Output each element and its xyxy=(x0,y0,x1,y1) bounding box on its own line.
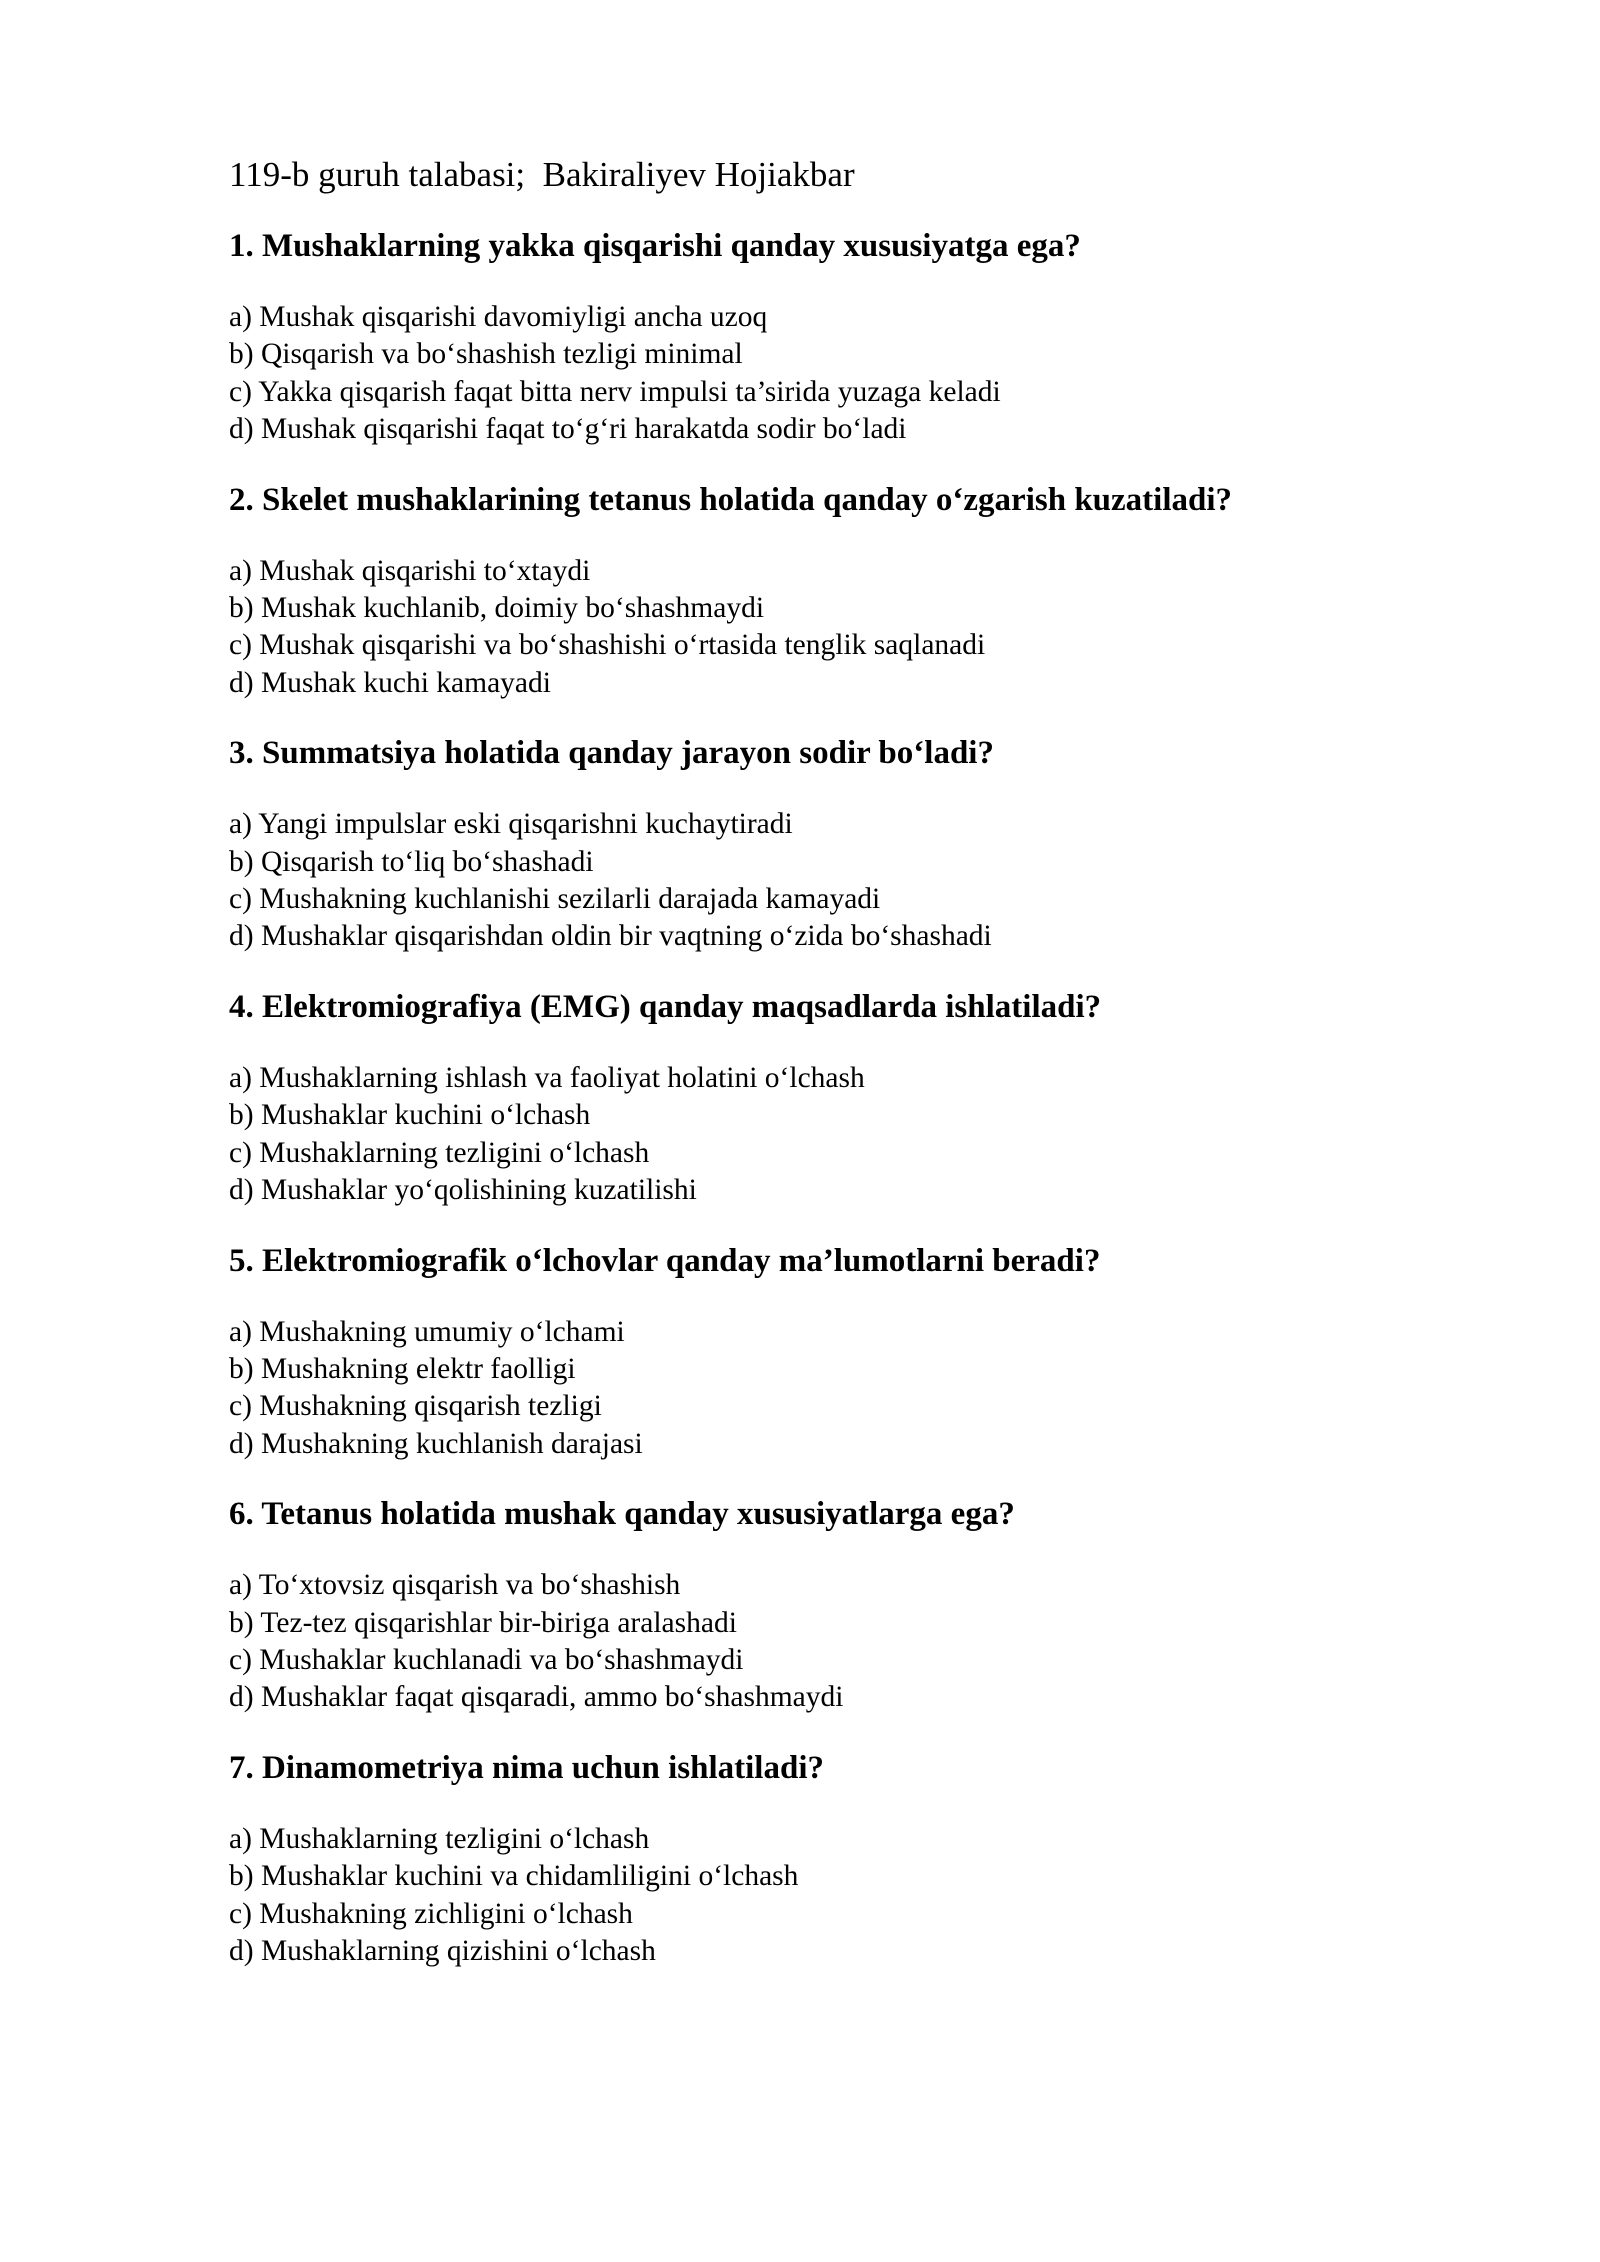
question-title: 7. Dinamometriya nima uchun ishlatiladi? xyxy=(229,1749,824,1786)
student-header: 119-b guruh talabasi; Bakiraliyev Hojiakbar xyxy=(229,155,855,194)
answer-option-d: d) Mushaklar yo‘qolishining kuzatilishi xyxy=(229,1174,697,1207)
answer-option-c: c) Mushakning qisqarish tezligi xyxy=(229,1390,602,1423)
answer-options xyxy=(229,299,1479,449)
answer-option-a: a) Mushakning umumiy o‘lchami xyxy=(229,1315,625,1348)
answer-options xyxy=(229,1314,1479,1464)
question-title: 6. Tetanus holatida mushak qanday xususiyatlarga ega? xyxy=(229,1496,1015,1533)
question-3 xyxy=(229,731,1479,956)
question-5 xyxy=(229,1239,1479,1464)
question-title: 5. Elektromiografik o‘lchovlar qanday ma’lumotlarni beradi? xyxy=(229,1242,1101,1279)
answer-options xyxy=(229,806,1479,956)
question-title: 1. Mushaklarning yakka qisqarishi qanday xususiyatga ega? xyxy=(229,228,1081,264)
question-title: 4. Elektromiografiya (EMG) qanday maqsadlarda ishlatiladi? xyxy=(229,988,1102,1025)
answer-option-c: c) Mushak qisqarishi va bo‘shashishi o‘rtasida tenglik saqlanadi xyxy=(229,629,986,662)
question-7 xyxy=(229,1746,1479,1971)
answer-option-b: b) Tez-tez qisqarishlar bir-biriga aralashadi xyxy=(229,1606,737,1639)
answer-option-b: b) Mushaklar kuchini va chidamliligini o‘lchash xyxy=(229,1860,799,1893)
answer-option-b: b) Mushak kuchlanib, doimiy bo‘shashmaydi xyxy=(229,592,765,625)
answer-option-a: a) Mushak qisqarishi davomiyligi ancha uzoq xyxy=(229,301,768,333)
answer-options xyxy=(229,1567,1479,1717)
document-page xyxy=(229,152,1479,1999)
answer-option-b: b) Qisqarish va bo‘shashish tezligi minimal xyxy=(229,338,743,371)
answer-option-d: d) Mushaklarning qizishini o‘lchash xyxy=(229,1934,656,1967)
answer-option-b: b) Mushaklar kuchini o‘lchash xyxy=(229,1099,591,1132)
question-title: 3. Summatsiya holatida qanday jarayon sodir bo‘ladi? xyxy=(229,735,994,772)
answer-option-a: a) To‘xtovsiz qisqarish va bo‘shashish xyxy=(229,1569,681,1602)
answer-option-c: c) Mushaklarning tezligini o‘lchash xyxy=(229,1136,650,1169)
answer-option-b: b) Qisqarish to‘liq bo‘shashadi xyxy=(229,845,594,878)
answer-option-b: b) Mushakning elektr faolligi xyxy=(229,1352,576,1385)
answer-options xyxy=(229,1821,1479,1971)
answer-option-c: c) Yakka qisqarish faqat bitta nerv impulsi ta’sirida yuzaga keladi xyxy=(229,375,1001,408)
question-6 xyxy=(229,1492,1479,1717)
answer-option-d: d) Mushak kuchi kamayadi xyxy=(229,666,551,699)
answer-option-d: d) Mushaklar faqat qisqaradi, ammo bo‘shashmaydi xyxy=(229,1681,844,1714)
answer-option-a: a) Mushaklarning tezligini o‘lchash xyxy=(229,1822,650,1855)
answer-option-a: a) Mushaklarning ishlash va faoliyat holatini o‘lchash xyxy=(229,1061,865,1094)
answer-option-d: d) Mushakning kuchlanish darajasi xyxy=(229,1427,643,1460)
answer-option-d: d) Mushak qisqarishi faqat to‘g‘ri harakatda sodir bo‘ladi xyxy=(229,413,907,446)
answer-option-d: d) Mushaklar qisqarishdan oldin bir vaqtning o‘zida bo‘shashadi xyxy=(229,920,992,953)
answer-options xyxy=(229,1060,1479,1210)
answer-option-c: c) Mushaklar kuchlanadi va bo‘shashmaydi xyxy=(229,1643,744,1676)
answer-option-a: a) Yangi impulslar eski qisqarishni kuchaytiradi xyxy=(229,808,793,841)
question-4 xyxy=(229,985,1479,1210)
question-2 xyxy=(229,478,1479,703)
question-1 xyxy=(229,224,1479,449)
answer-option-c: c) Mushakning kuchlanishi sezilarli darajada kamayadi xyxy=(229,883,881,916)
answer-option-c: c) Mushakning zichligini o‘lchash xyxy=(229,1897,633,1930)
answer-option-a: a) Mushak qisqarishi to‘xtaydi xyxy=(229,554,591,587)
answer-options xyxy=(229,553,1479,703)
question-title: 2. Skelet mushaklarining tetanus holatida qanday o‘zgarish kuzatiladi? xyxy=(229,481,1233,518)
